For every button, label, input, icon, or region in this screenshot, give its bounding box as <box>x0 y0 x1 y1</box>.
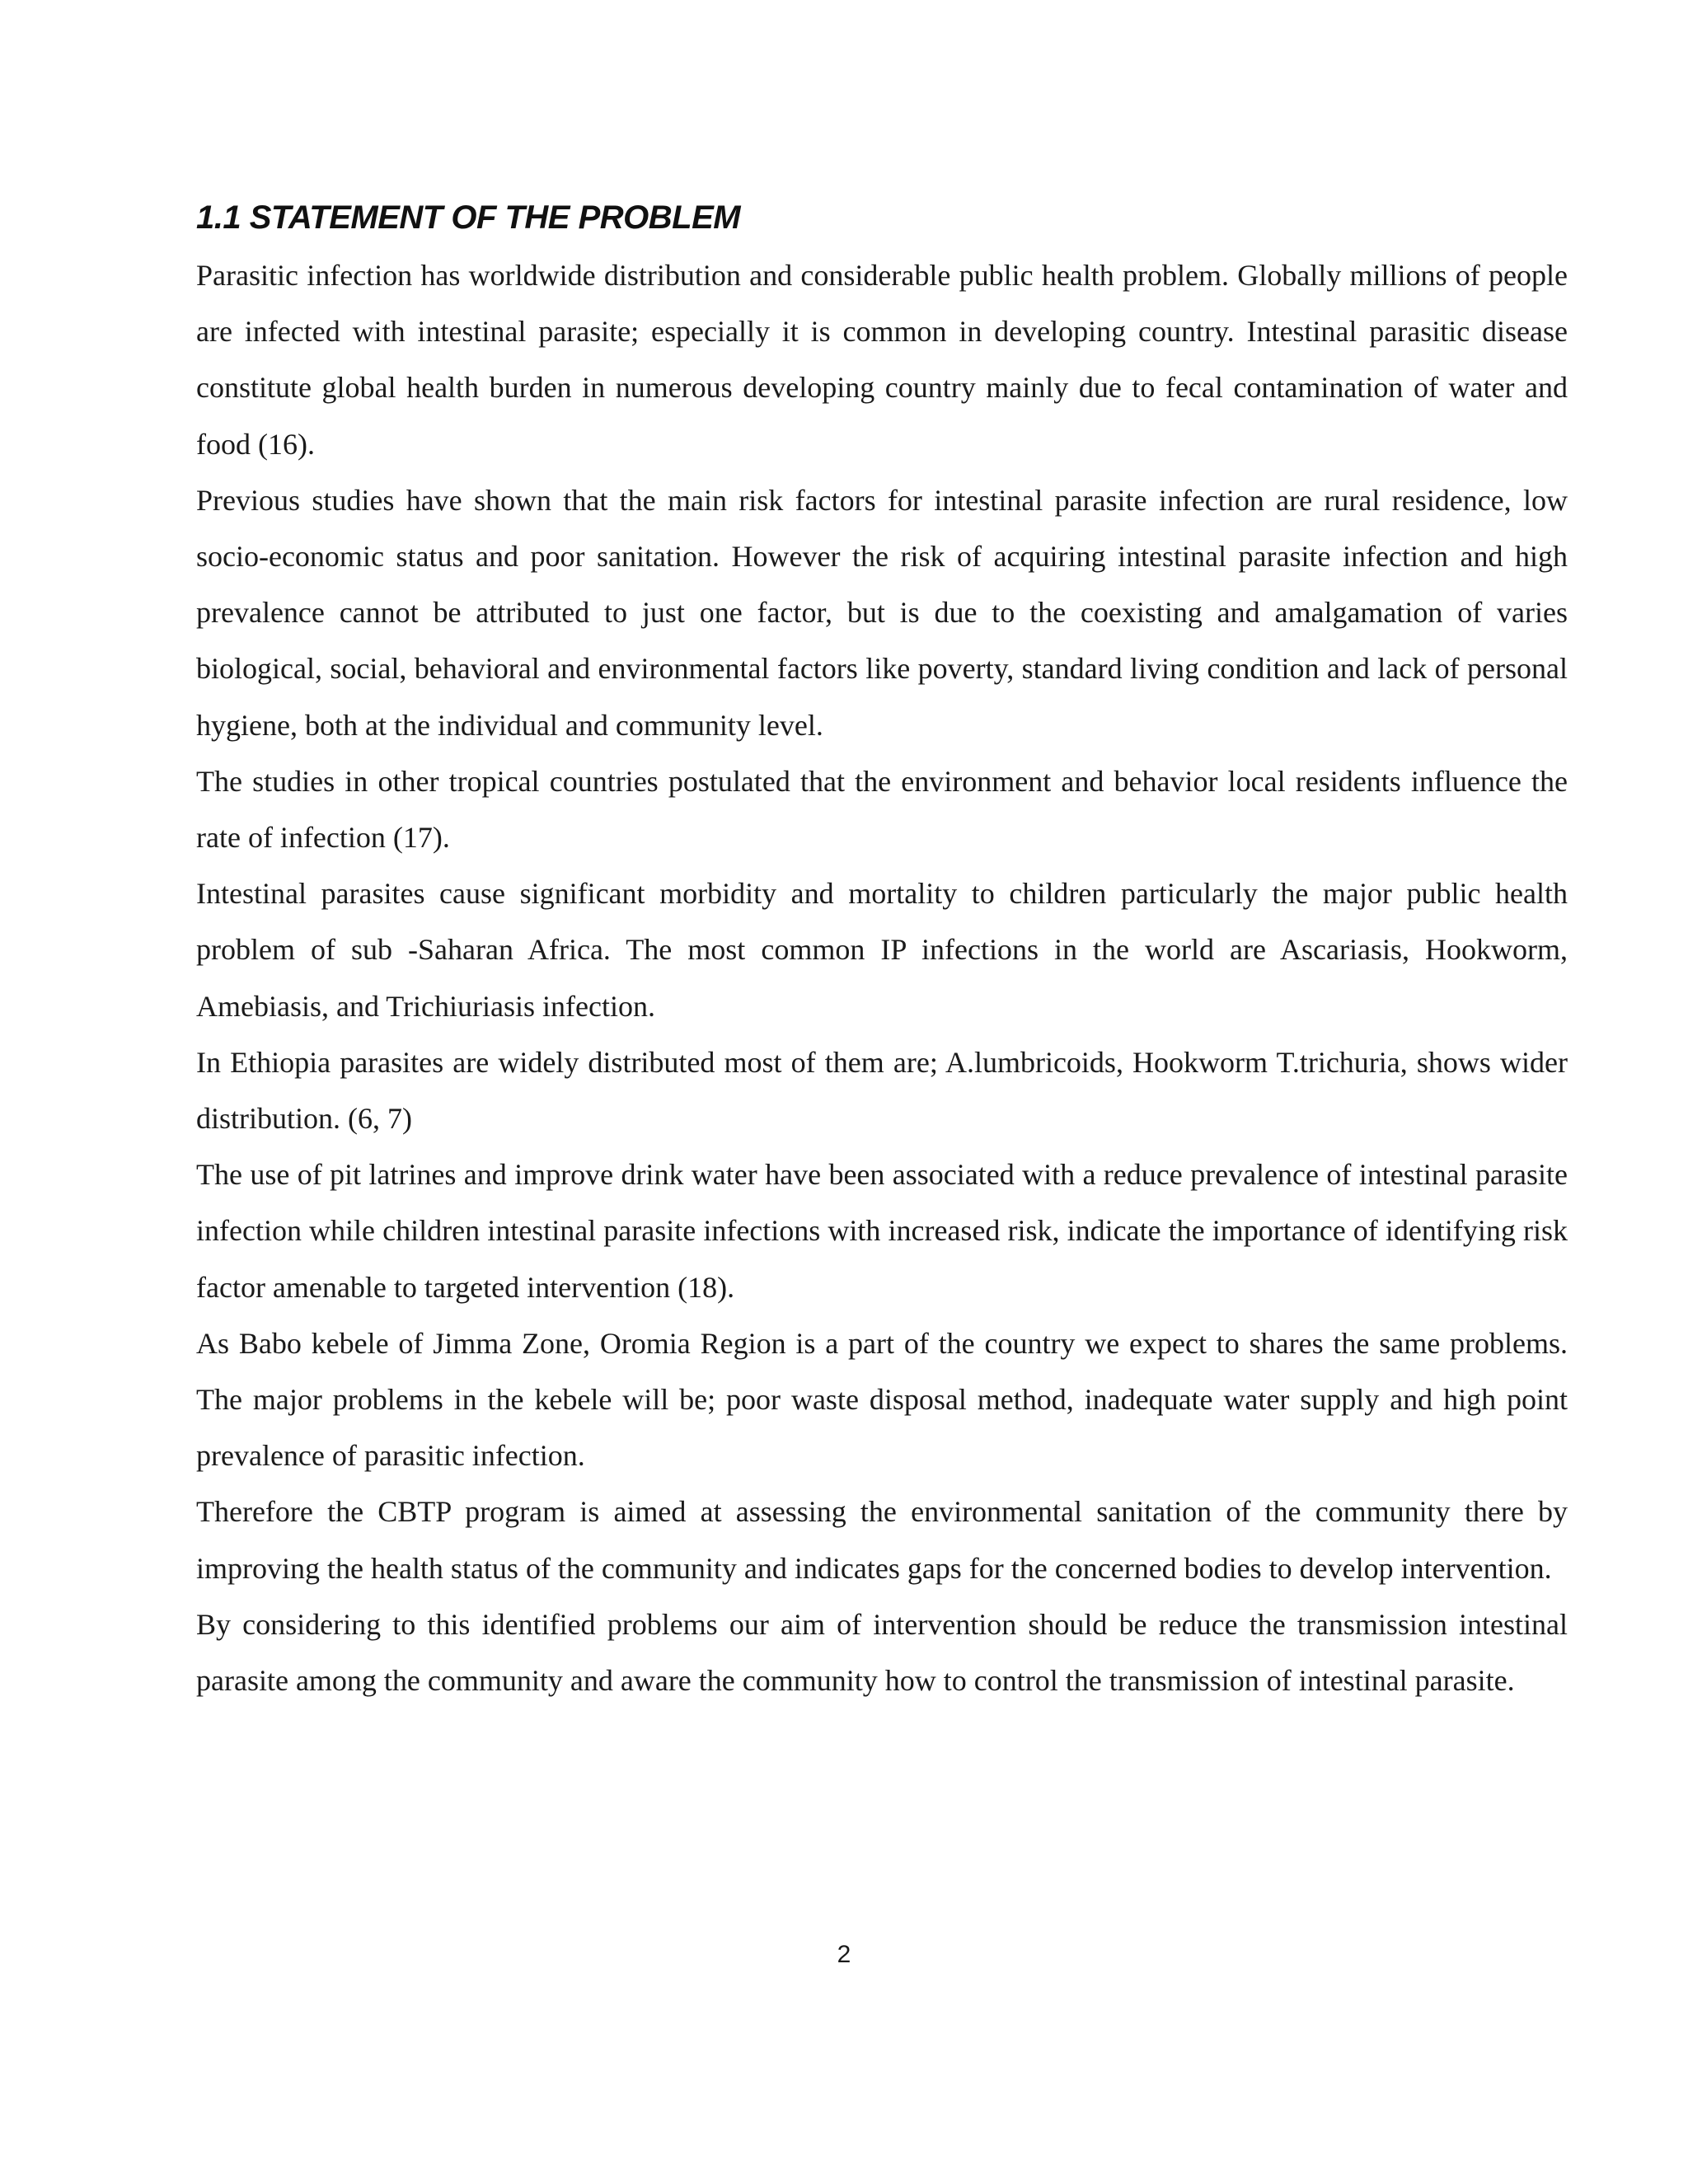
paragraph-global-burden: Parasitic infection has worldwide distribution and considerable public health problem. Globally millions of people are infected with intestinal parasite; especially it is common in developing country. Intestinal parasitic disease constitute global health burden in numerous developing country mainly due to fecal contamination of water and food (16). <box>196 259 1568 461</box>
paragraph-risk-factors: Previous studies have shown that the main risk factors for intestinal parasite infection are rural residence, low socio-economic status and poor sanitation. However the risk of acquiring intestinal parasite infection and high prevalence cannot be attributed to just one factor, but is due to the coexisting and amalgamation of varies biological, social, behavioral and environmental factors like poverty, standard living condition and lack of personal hygiene, both at the individual and community level. <box>196 483 1568 742</box>
paragraph-pit-latrines: The use of pit latrines and improve drink water have been associated with a reduce prevalence of intestinal parasite infection while children intestinal parasite infections with increased risk, indicate the importance of identifying risk factor amenable to targeted intervention (18). <box>196 1158 1568 1304</box>
paragraph-ethiopia: In Ethiopia parasites are widely distributed most of them are; A.lumbricoids, Hookworm T.trichuria, shows wider distribution. (6, 7) <box>196 1045 1568 1136</box>
page-number: 2 <box>837 1941 851 1968</box>
paragraph-morbidity: Intestinal parasites cause significant morbidity and mortality to children particularly the major public health problem of sub -Saharan Africa. The most common IP infections in the world are Ascariasis, Hookworm, Amebiasis, and Trichiuriasis infection. <box>196 877 1568 1023</box>
paragraph-intervention-aim: By considering to this identified problems our aim of intervention should be reduce the transmission intestinal parasite among the community and aware the community how to control the transmission of intestinal parasite. <box>196 1607 1568 1698</box>
section-heading: 1.1 STATEMENT OF THE PROBLEM <box>196 199 741 236</box>
paragraph-tropical-studies: The studies in other tropical countries postulated that the environment and behavior local residents influence the rate of infection (17). <box>196 764 1568 855</box>
paragraph-babo-kebele: As Babo kebele of Jimma Zone, Oromia Region is a part of the country we expect to shares the same problems. The major problems in the kebele will be; poor waste disposal method, inadequate water supply and high point prevalence of parasitic infection. <box>196 1326 1568 1473</box>
page-content <box>196 194 1568 1708</box>
paragraph-cbtp-program: Therefore the CBTP program is aimed at assessing the environmental sanitation of the community there by improving the health status of the community and indicates gaps for the concerned bodies to develop intervention. <box>196 1495 1568 1585</box>
